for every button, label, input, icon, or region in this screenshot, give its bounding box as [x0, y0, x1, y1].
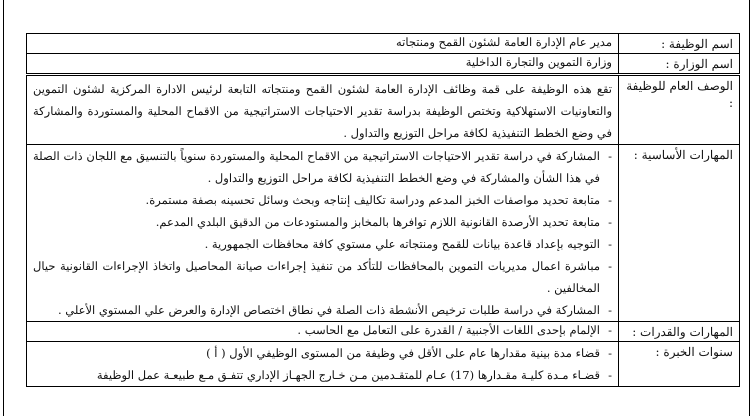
job-description-table — [26, 33, 740, 387]
value-experience — [27, 342, 619, 387]
label-ministry: اسم الوزارة : — [619, 54, 740, 75]
value-ministry: وزارة التموين والتجارة الداخلية — [27, 54, 619, 75]
page-border-right — [749, 0, 750, 416]
label-experience: سنوات الخبرة : — [619, 342, 740, 387]
core-skill-item: - المشاركة في دراسة طلبات ترخيص الأنشطة ذات الصلة في نطاق اختصاص الإدارة والعرض علي المستوي الأعلي . — [33, 299, 612, 321]
skills-abilities-item: - الإلمام بإحدى اللغات الأجنبية / القدرة على التعامل مع الحاسب . — [33, 322, 612, 339]
core-skill-item: - التوجيه بإعداد قاعدة بيانات للقمح ومنتجاته علي مستوي كافة محافظات الجمهورية . — [33, 233, 612, 255]
core-skills-list — [33, 145, 612, 321]
row-description — [27, 75, 740, 145]
row-ministry — [27, 54, 740, 75]
label-core-skills: المهارات الأساسية : — [619, 145, 740, 322]
core-skill-item: - المشاركة في دراسة تقدير الاحتياجات الاستراتيجية من الاقماح المحلية والمستوردة سنوياً بالتنسيق مع اللجان ذات الصلة في هذا الشأن والمشاركة في وضع الخطط التنفيذية لكافة مراحل التوزيع والتداول . — [33, 145, 612, 189]
experience-item: - قضاء مدة بينية مقدارها عام على الأقل في وظيفة من المستوى الوظيفي الأول ( أ ) — [33, 342, 612, 364]
value-skills-abilities — [27, 322, 619, 342]
core-skill-item: - متابعة تحديد مواصفات الخبز المدعم ودراسة تكاليف إنتاجه وبحث وسائل تحسينه بصفة مستمرة. — [33, 189, 612, 211]
core-skill-item: - متابعة تحديد الأرصدة القانونية اللازم توافرها بالمخابز والمستودعات من الدقيق البلدي المدعم. — [33, 211, 612, 233]
row-core-skills — [27, 145, 740, 322]
experience-item: - قضـاء مـدة كليـة مقـدارها (17) عـام للمتقـدمين مـن خـارج الجهـاز الإداري تتفـق مـع طبيعـة عمل الوظيفة — [33, 364, 612, 386]
value-description: تقع هذه الوظيفة على قمة وظائف الإدارة العامة لشئون القمح ومنتجاته التابعة لرئيس الادارة المركزية لشئون التموين والتعاونيات الاستهلاكية وتختص الوظيفة بدراسة تقدير الاحتياجات الاستراتيجية من الاقماح المحلية والمستوردة والمشاركة في وضع الخطط التنفيذية لكافة مراحل التوزيع والتداول . — [27, 75, 619, 145]
label-description: الوصف العام للوظيفة : — [619, 75, 740, 145]
label-job-name: اسم الوظيفة : — [619, 34, 740, 54]
row-job-name — [27, 34, 740, 54]
experience-list — [33, 342, 612, 386]
value-job-name: مدير عام الإدارة العامة لشئون القمح ومنتجاته — [27, 34, 619, 54]
row-experience — [27, 342, 740, 387]
row-skills-abilities — [27, 322, 740, 342]
core-skill-item: - مباشرة اعمال مديريات التموين بالمحافظات للتأكد من تنفيذ إجراءات صيانة المحاصيل واتخاذ الإجراءات القانونية حيال المخالفين . — [33, 255, 612, 299]
page-border-left — [3, 0, 4, 416]
value-core-skills — [27, 145, 619, 322]
skills-abilities-list — [33, 322, 612, 339]
label-skills-abilities: المهارات والقدرات : — [619, 322, 740, 342]
